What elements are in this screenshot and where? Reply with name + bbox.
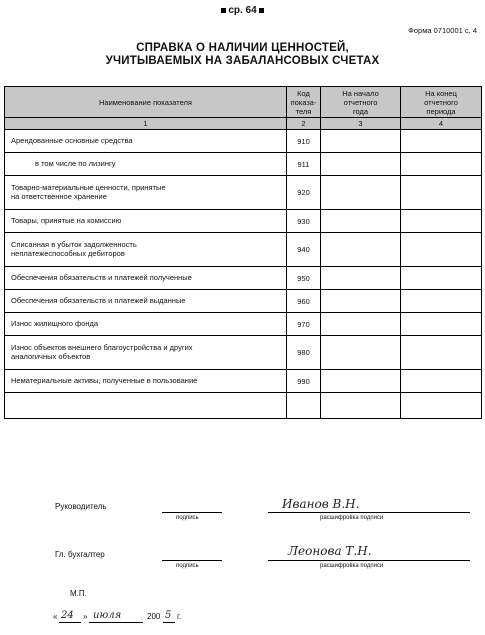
date-suffix: г. bbox=[177, 612, 182, 621]
table-row bbox=[5, 336, 482, 370]
table-row bbox=[5, 233, 482, 267]
row-code bbox=[287, 393, 321, 419]
row-code: 930 bbox=[287, 210, 321, 233]
row-end-value[interactable] bbox=[401, 153, 482, 176]
row-start-value[interactable] bbox=[321, 233, 401, 267]
table-row bbox=[5, 153, 482, 176]
accountant-handwritten-name: Леонова Т.Н. bbox=[288, 544, 372, 558]
row-name: Обеспечения обязательств и платежей полученные bbox=[5, 267, 287, 290]
row-start-value[interactable] bbox=[321, 176, 401, 210]
page-mark: ср. 64 bbox=[0, 5, 485, 16]
table-row bbox=[5, 393, 482, 419]
row-start-value[interactable] bbox=[321, 370, 401, 393]
row-name: Списанная в убыток задолженность неплатежеспособных дебиторов bbox=[5, 233, 287, 267]
table-row bbox=[5, 130, 482, 153]
head-label: Руководитель bbox=[55, 502, 107, 511]
date-year-digit: 5 bbox=[165, 610, 172, 621]
row-name: Товарно-материальные ценности, принятые на ответственное хранение bbox=[5, 176, 287, 210]
row-name: в том числе по лизингу bbox=[5, 153, 287, 176]
row-name bbox=[5, 393, 287, 419]
stamp-place: М.П. bbox=[70, 589, 87, 598]
row-name: Арендованные основные средства bbox=[5, 130, 287, 153]
offbalance-table bbox=[4, 86, 482, 419]
row-end-value[interactable] bbox=[401, 336, 482, 370]
row-start-value[interactable] bbox=[321, 267, 401, 290]
date-year-prefix: 200 bbox=[147, 612, 161, 621]
header-code: Код показа- теля bbox=[287, 87, 321, 118]
header-end: На конец отчетного периода bbox=[401, 87, 482, 118]
row-name: Нематериальные активы, полученные в пользование bbox=[5, 370, 287, 393]
row-start-value[interactable] bbox=[321, 290, 401, 313]
row-name: Износ объектов внешнего благоустройства и других аналогичных объектов bbox=[5, 336, 287, 370]
table-row bbox=[5, 210, 482, 233]
col-number: 2 bbox=[287, 118, 321, 130]
table-row bbox=[5, 370, 482, 393]
header-start: На начало отчетного года bbox=[321, 87, 401, 118]
table-row bbox=[5, 176, 482, 210]
head-decode-line bbox=[268, 512, 470, 513]
row-name: Товары, принятые на комиссию bbox=[5, 210, 287, 233]
row-start-value[interactable] bbox=[321, 393, 401, 419]
head-sign-caption: подпись bbox=[176, 515, 199, 521]
row-name: Износ жилищного фонда bbox=[5, 313, 287, 336]
row-code: 950 bbox=[287, 267, 321, 290]
row-name: Обеспечения обязательств и платежей выданные bbox=[5, 290, 287, 313]
accountant-sign-caption: подпись bbox=[176, 563, 199, 569]
accountant-sign-line bbox=[162, 560, 222, 561]
col-number: 1 bbox=[5, 118, 287, 130]
row-code: 920 bbox=[287, 176, 321, 210]
row-end-value[interactable] bbox=[401, 176, 482, 210]
row-code: 960 bbox=[287, 290, 321, 313]
row-end-value[interactable] bbox=[401, 290, 482, 313]
row-end-value[interactable] bbox=[401, 370, 482, 393]
head-handwritten-name: Иванов В.Н. bbox=[282, 497, 360, 511]
accountant-decode-line bbox=[268, 560, 470, 561]
row-end-value[interactable] bbox=[401, 313, 482, 336]
accountant-decode-caption: расшифровка подписи bbox=[320, 563, 384, 569]
header-name: Наименование показателя bbox=[5, 87, 287, 118]
table-row bbox=[5, 290, 482, 313]
row-end-value[interactable] bbox=[401, 393, 482, 419]
row-code: 990 bbox=[287, 370, 321, 393]
head-decode-caption: расшифровка подписи bbox=[320, 515, 384, 521]
row-start-value[interactable] bbox=[321, 210, 401, 233]
row-start-value[interactable] bbox=[321, 313, 401, 336]
document-title bbox=[0, 42, 485, 68]
col-number: 3 bbox=[321, 118, 401, 130]
row-code: 910 bbox=[287, 130, 321, 153]
col-number: 4 bbox=[401, 118, 482, 130]
head-sign-line bbox=[162, 512, 222, 513]
row-code: 970 bbox=[287, 313, 321, 336]
column-number-row bbox=[5, 118, 482, 130]
title-line-2: УЧИТЫВАЕМЫХ НА ЗАБАЛАНСОВЫХ СЧЕТАХ bbox=[105, 55, 380, 67]
table-row bbox=[5, 267, 482, 290]
row-code: 940 bbox=[287, 233, 321, 267]
accountant-label: Гл. бухгалтер bbox=[55, 550, 105, 559]
row-end-value[interactable] bbox=[401, 233, 482, 267]
table-header-row bbox=[5, 87, 482, 118]
date-day: 24 bbox=[61, 610, 74, 621]
title-line-1: СПРАВКА О НАЛИЧИИ ЦЕННОСТЕЙ, bbox=[136, 42, 349, 54]
form-code: Форма 0710001 с. 4 bbox=[408, 26, 477, 35]
row-end-value[interactable] bbox=[401, 130, 482, 153]
row-end-value[interactable] bbox=[401, 210, 482, 233]
date-month: июля bbox=[93, 610, 122, 621]
row-start-value[interactable] bbox=[321, 130, 401, 153]
row-start-value[interactable] bbox=[321, 153, 401, 176]
table-row bbox=[5, 313, 482, 336]
report-date: « 24 » июля 200 5 г. bbox=[53, 610, 182, 621]
row-start-value[interactable] bbox=[321, 336, 401, 370]
row-code: 980 bbox=[287, 336, 321, 370]
row-code: 911 bbox=[287, 153, 321, 176]
row-end-value[interactable] bbox=[401, 267, 482, 290]
